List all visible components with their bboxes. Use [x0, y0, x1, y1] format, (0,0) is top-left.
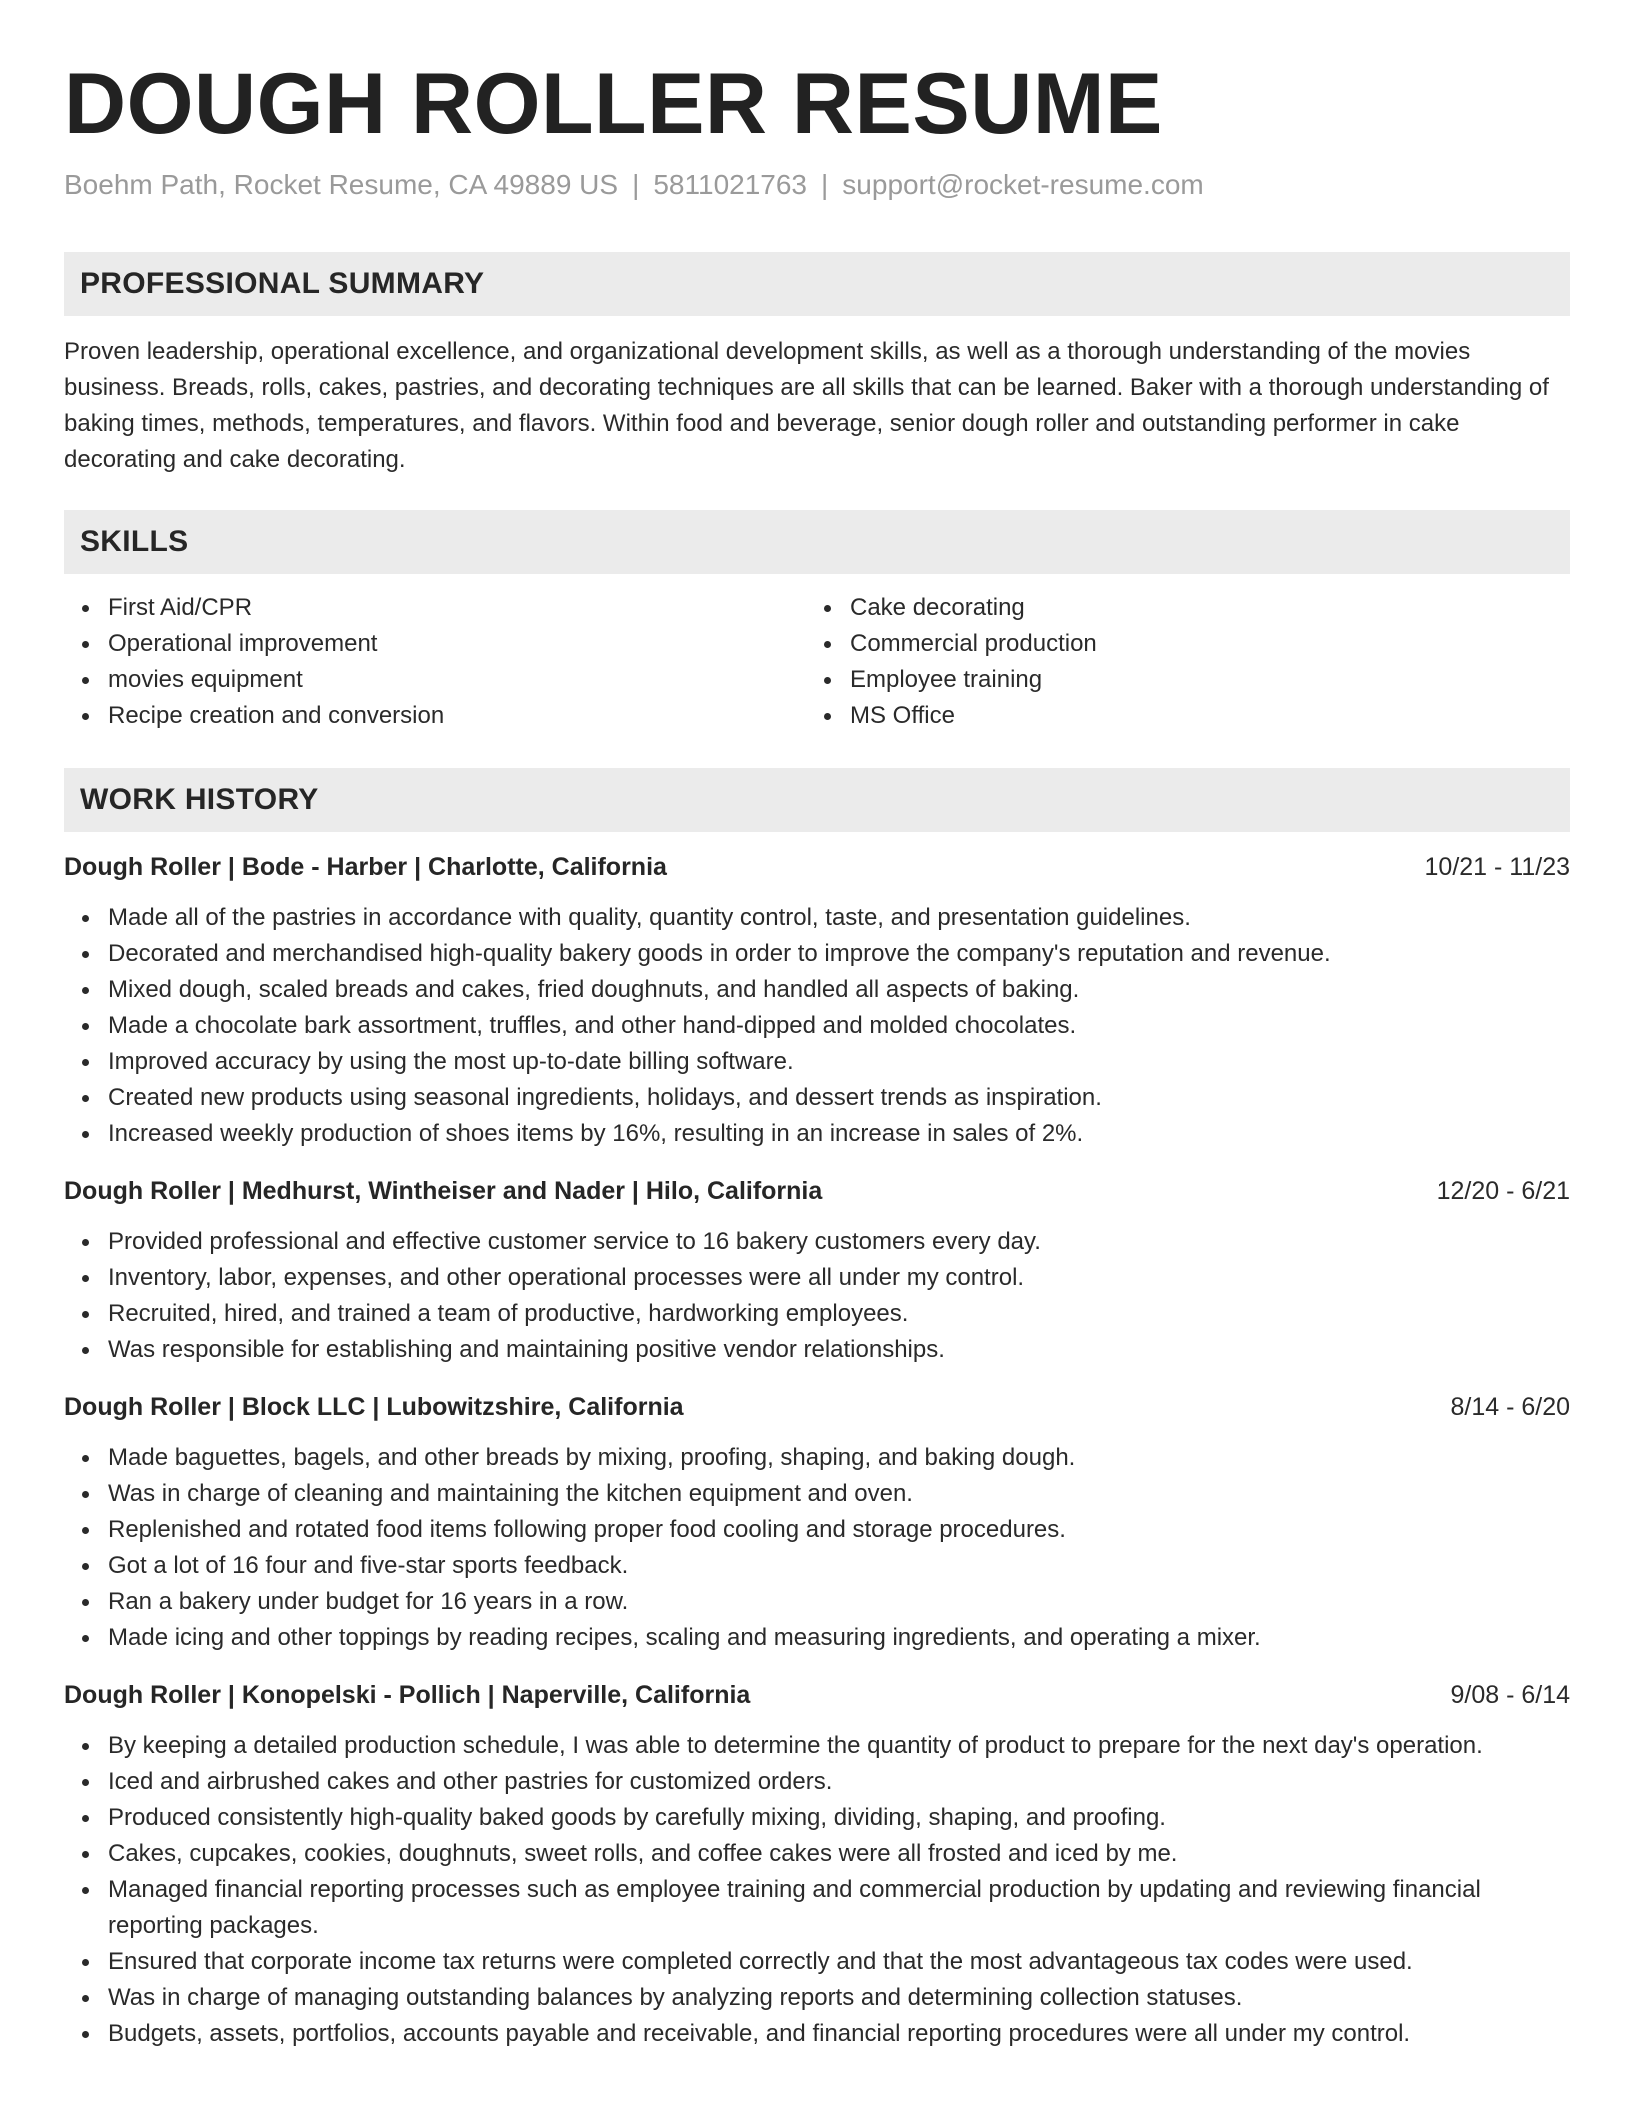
- job-bullet: Provided professional and effective customer service to 16 bakery customers every day.: [108, 1224, 1570, 1260]
- skill-item: Operational improvement: [108, 626, 806, 662]
- skills-grid: [64, 590, 1570, 734]
- job-bullet: Recruited, hired, and trained a team of productive, hardworking employees.: [108, 1296, 1570, 1332]
- job-bullet: Ensured that corporate income tax returns were completed correctly and that the most advantageous tax codes were used.: [108, 1944, 1570, 1980]
- job-bullets: [64, 900, 1570, 1152]
- job-dates: 10/21 - 11/23: [1424, 853, 1570, 881]
- job-bullet: Managed financial reporting processes such as employee training and commercial production by updating and reviewing financial reporting packages.: [108, 1872, 1570, 1944]
- job-bullet: Was in charge of cleaning and maintaining the kitchen equipment and oven.: [108, 1476, 1570, 1512]
- job-bullet: Iced and airbrushed cakes and other pastries for customized orders.: [108, 1764, 1570, 1800]
- job-header: [64, 1172, 1570, 1210]
- job-header: [64, 1388, 1570, 1426]
- job-dates: 9/08 - 6/14: [1450, 1681, 1570, 1709]
- resume-title: DOUGH ROLLER RESUME: [64, 56, 1163, 152]
- skill-item: Employee training: [850, 662, 1548, 698]
- job-bullet: Made a chocolate bark assortment, truffles, and other hand-dipped and molded chocolates.: [108, 1008, 1570, 1044]
- job-entry: [64, 1388, 1570, 1656]
- job-dates: 12/20 - 6/21: [1436, 1177, 1570, 1205]
- job-bullet: Ran a bakery under budget for 16 years in a row.: [108, 1584, 1570, 1620]
- job-entry: [64, 1172, 1570, 1368]
- job-bullets: [64, 1440, 1570, 1656]
- job-bullet: Cakes, cupcakes, cookies, doughnuts, sweet rolls, and coffee cakes were all frosted and iced by me.: [108, 1836, 1570, 1872]
- skill-item: Cake decorating: [850, 590, 1548, 626]
- contact-address: Boehm Path, Rocket Resume, CA 49889 US: [64, 169, 619, 200]
- job-bullet: Increased weekly production of shoes items by 16%, resulting in an increase in sales of 2%.: [108, 1116, 1570, 1152]
- job-title: Dough Roller | Bode - Harber | Charlotte, California: [64, 853, 667, 881]
- job-bullet: Was responsible for establishing and maintaining positive vendor relationships.: [108, 1332, 1570, 1368]
- job-bullet: Made all of the pastries in accordance with quality, quantity control, taste, and presentation guidelines.: [108, 900, 1570, 936]
- job-bullet: Mixed dough, scaled breads and cakes, fried doughnuts, and handled all aspects of baking.: [108, 972, 1570, 1008]
- job-bullet: Budgets, assets, portfolios, accounts payable and receivable, and financial reporting procedures were all under my control.: [108, 2016, 1570, 2052]
- skill-item: MS Office: [850, 698, 1548, 734]
- skill-item: movies equipment: [108, 662, 806, 698]
- section-heading-work-history: WORK HISTORY: [64, 768, 1570, 832]
- job-bullet: Created new products using seasonal ingredients, holidays, and dessert trends as inspiration.: [108, 1080, 1570, 1116]
- job-bullet: Decorated and merchandised high-quality bakery goods in order to improve the company's reputation and revenue.: [108, 936, 1570, 972]
- job-bullet: By keeping a detailed production schedule, I was able to determine the quantity of product to prepare for the next day's operation.: [108, 1728, 1570, 1764]
- job-entry: [64, 848, 1570, 1152]
- skill-item: First Aid/CPR: [108, 590, 806, 626]
- section-heading-summary: PROFESSIONAL SUMMARY: [64, 252, 1570, 316]
- job-bullet: Was in charge of managing outstanding balances by analyzing reports and determining collection statuses.: [108, 1980, 1570, 2016]
- skills-column-left: [64, 590, 806, 734]
- summary-text: Proven leadership, operational excellence, and organizational development skills, as well as a thorough understanding of the movies business. Breads, rolls, cakes, pastries, and decorating techniques are all skills that can be learned. Baker with a thorough understanding of baking times, methods, temperatures, and flavors. Within food and beverage, senior dough roller and outstanding performer in cake decorating and cake decorating.: [64, 338, 1549, 473]
- job-bullet: Made icing and other toppings by reading recipes, scaling and measuring ingredients, and operating a mixer.: [108, 1620, 1570, 1656]
- job-title: Dough Roller | Konopelski - Pollich | Naperville, California: [64, 1681, 751, 1709]
- skill-item: Recipe creation and conversion: [108, 698, 806, 734]
- job-bullet: Replenished and rotated food items following proper food cooling and storage procedures.: [108, 1512, 1570, 1548]
- job-bullet: Improved accuracy by using the most up-to-date billing software.: [108, 1044, 1570, 1080]
- job-entry: [64, 1676, 1570, 2052]
- contact-line: [64, 168, 1570, 202]
- job-bullet: Made baguettes, bagels, and other breads by mixing, proofing, shaping, and baking dough.: [108, 1440, 1570, 1476]
- resume-page: [64, 0, 1570, 2052]
- contact-separator: |: [632, 169, 640, 200]
- contact-email: support@rocket-resume.com: [842, 169, 1204, 200]
- job-title: Dough Roller | Block LLC | Lubowitzshire, California: [64, 1393, 684, 1421]
- job-bullets: [64, 1224, 1570, 1368]
- job-header: [64, 848, 1570, 886]
- contact-separator: |: [821, 169, 829, 200]
- skills-column-right: [806, 590, 1548, 734]
- job-dates: 8/14 - 6/20: [1450, 1393, 1570, 1421]
- contact-phone: 5811021763: [653, 169, 808, 200]
- job-bullets: [64, 1728, 1570, 2052]
- job-header: [64, 1676, 1570, 1714]
- job-bullet: Inventory, labor, expenses, and other operational processes were all under my control.: [108, 1260, 1570, 1296]
- job-bullet: Got a lot of 16 four and five-star sports feedback.: [108, 1548, 1570, 1584]
- section-heading-skills: SKILLS: [64, 510, 1570, 574]
- job-bullet: Produced consistently high-quality baked goods by carefully mixing, dividing, shaping, and proofing.: [108, 1800, 1570, 1836]
- skill-item: Commercial production: [850, 626, 1548, 662]
- job-title: Dough Roller | Medhurst, Wintheiser and Nader | Hilo, California: [64, 1177, 823, 1205]
